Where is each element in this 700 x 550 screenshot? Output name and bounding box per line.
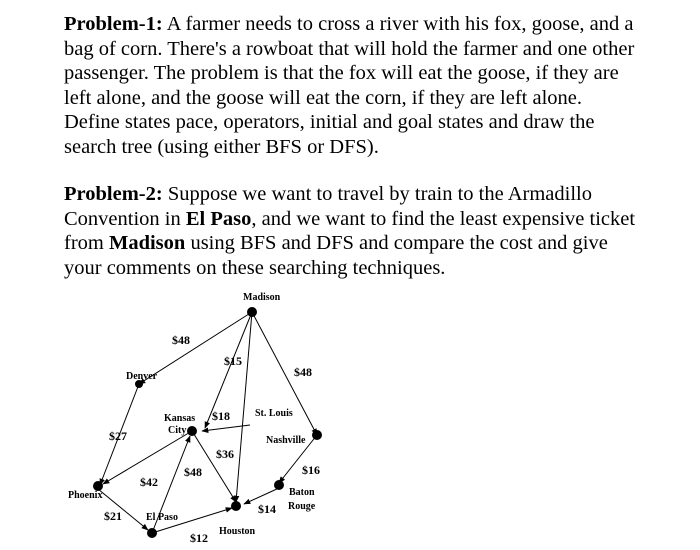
problem-1-paragraph [64,12,636,160]
problem-2-paragraph [64,182,636,280]
node-kansas-city [187,426,197,436]
edge-stlouis-kansas [202,425,250,431]
cost-kansas-phoenix: $42 [140,475,158,489]
label-nashville: Nashville [266,435,306,446]
problem-2-text-1: Suppose we want to travel by train to the Armadillo Convention in [64,183,592,230]
label-kansas-city: City [168,425,187,436]
label-el-paso: El Paso [146,512,178,523]
train-route-graph [0,278,360,550]
cost-phoenix-elpaso: $21 [104,509,122,523]
problem-2-heading: Problem-2: [64,183,163,205]
cost-madison-kansas: $15 [224,354,242,368]
problem-2-el-paso: El Paso [185,207,252,230]
problem-2-madison: Madison [108,232,186,255]
label-houston: Houston [219,526,256,537]
cost-elpaso-houston: $12 [190,531,208,545]
label-baton: Baton [289,487,315,498]
edge-madison-houston [236,312,252,502]
label-madison: Madison [243,292,281,303]
cost-nashville-baton: $16 [302,463,320,477]
cost-denver-phoenix: $27 [109,429,127,443]
problem-1-body: A farmer needs to cross a river with his fox, goose, and a bag of corn. There's a rowboat that will hold the farmer and one other passenger. The problem is that the fox will eat the goose, if they are left alone, and the goose will eat the corn, if they are left alone. Define states pace, operators, initial and goal states and draw the search tree (using either BFS or DFS). [64,13,635,158]
label-st-louis: St. Louis [255,408,293,419]
problem-1-heading: Problem-1: [64,13,163,35]
cost-madison-denver: $48 [172,333,190,347]
label-denver: Denver [126,371,158,382]
node-el-paso [147,528,157,538]
cost-kansas-houston: $36 [216,447,234,461]
cost-madison-nashville: $48 [294,365,312,379]
cost-kansas-stlouis: $18 [212,409,230,423]
label-kansas: Kansas [164,413,196,424]
problem-2-text-2: , and we want to find the least expensive ticket from [64,207,636,255]
node-houston [231,501,241,511]
node-baton-rouge [274,480,284,490]
cost-baton-houston: $14 [258,502,276,516]
label-rouge: Rouge [288,501,316,512]
problem-2-text-3: using BFS and DFS and compare the cost and give your comments on these searching techniques. [64,232,608,279]
label-phoenix: Phoenix [68,490,103,501]
node-madison [247,307,257,317]
node-nashville [312,430,322,440]
cost-elpaso-kansas: $48 [184,465,202,479]
